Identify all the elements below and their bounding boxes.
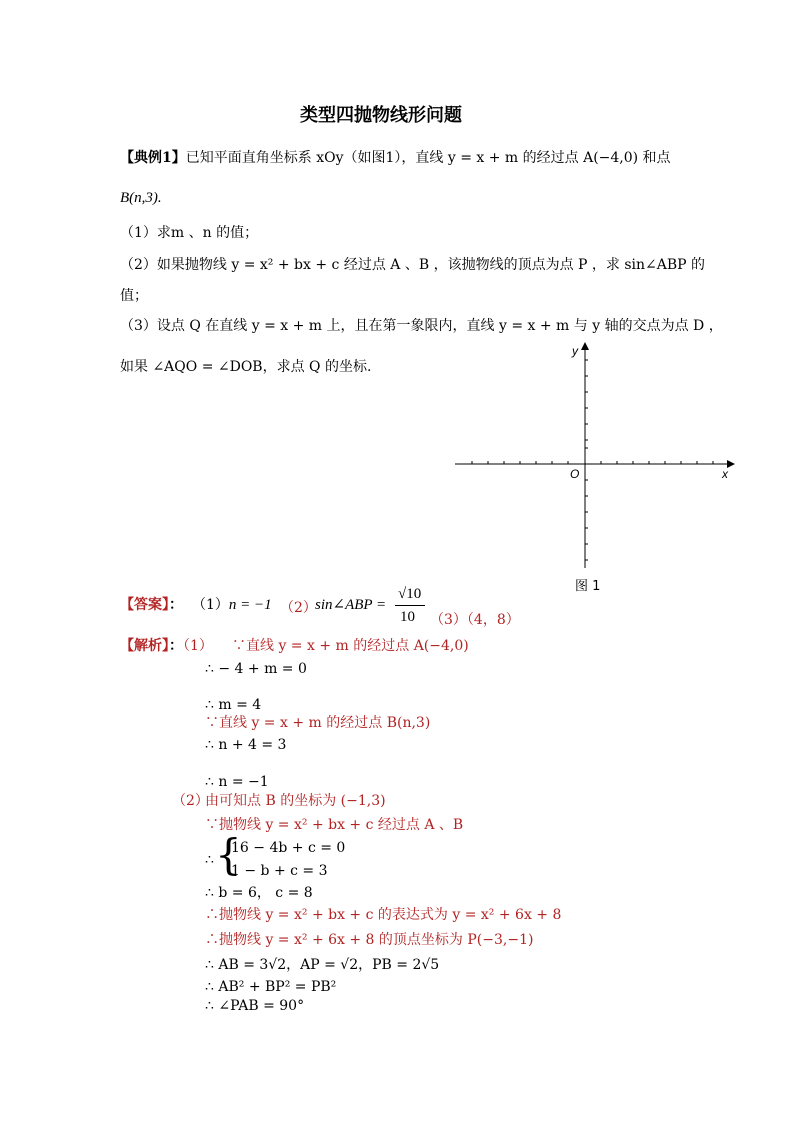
question-3-line-1: （3）设点 Q 在直线 y = x + m 上，且在第一象限内，直线 y = x + m 与 y 轴的交点为点 D ， xyxy=(120,318,723,334)
equation-2: 1 − b + c = 3 xyxy=(231,863,328,879)
analysis-part-2-num: （2） xyxy=(172,793,209,809)
analysis-line-13: ∴ AB = 3√2，AP = √2，PB = 2√5 xyxy=(205,957,440,973)
analysis-line-8: ∵抛物线 y = x² + bx + c 经过点 A 、B xyxy=(205,817,464,833)
analysis-line-5: ∴ n + 4 = 3 xyxy=(205,737,287,753)
answer-fraction-numerator: √10 xyxy=(398,586,422,602)
analysis-line-2: ∴ − 4 + m = 0 xyxy=(205,661,307,677)
analysis-label: 【解析】 xyxy=(120,638,169,654)
answer-label: 【答案】 xyxy=(120,597,169,613)
analysis-line-14: ∴ AB² + BP² = PB² xyxy=(205,979,337,995)
figure-caption: 图 1 xyxy=(575,579,601,594)
problem-line-1 xyxy=(120,148,671,168)
analysis-line-1: ∵直线 y = x + m 的经过点 A(−4,0) xyxy=(232,638,469,654)
left-brace: { xyxy=(215,830,242,879)
answer-part-2-num: （2） xyxy=(280,600,317,616)
answer-part-1-num: （1） xyxy=(192,597,229,613)
y-axis-label: y xyxy=(572,344,578,358)
analysis-line-6: ∴ n = −1 xyxy=(205,774,269,790)
therefore-symbol: ∴ xyxy=(205,852,214,868)
answer-part-2-prefix: sin∠ABP = xyxy=(315,597,387,613)
analysis-line-15: ∴ ∠PAB = 90° xyxy=(205,998,305,1014)
problem-text-1: 已知平面直角坐标系 xOy（如图1），直线 y = x + m 的经过点 A(−4,0) 和点 xyxy=(185,150,671,166)
question-2-line-2: 值； xyxy=(120,288,148,304)
question-1: （1）求m 、n 的值； xyxy=(120,225,259,241)
answer-fraction-denominator: 10 xyxy=(400,609,415,625)
equation-system xyxy=(205,830,405,884)
fraction-bar xyxy=(395,605,425,606)
problem-label: 【典例1】 xyxy=(120,150,186,166)
analysis-line-7: 由可知点 B 的坐标为 (−1,3) xyxy=(205,793,386,809)
answer-part-1 xyxy=(192,595,272,615)
page-title: 类型四抛物线形问题 xyxy=(300,105,462,126)
x-axis-label: x xyxy=(722,467,728,481)
analysis-line-11: ∴抛物线 y = x² + bx + c 的表达式为 y = x² + 6x + 8 xyxy=(205,907,562,923)
question-2-line-1: （2）如果抛物线 y = x² + bx + c 经过点 A 、B ，该抛物线的顶点为点 P ，求 sin∠ABP 的 xyxy=(120,257,706,273)
coordinate-figure xyxy=(450,336,750,601)
problem-line-2: B(n,3). xyxy=(120,190,162,206)
analysis-line-3: ∴ m = 4 xyxy=(205,697,262,713)
analysis-line-10: ∴ b = 6， c = 8 xyxy=(205,885,313,901)
analysis-line-12: ∴抛物线 y = x² + 6x + 8 的顶点坐标为 P(−3,−1) xyxy=(205,932,534,948)
analysis-part-1-num: （1） xyxy=(183,638,213,654)
answer-part-1-value: n = −1 xyxy=(228,597,272,613)
answer-line xyxy=(120,595,183,615)
analysis-label-line xyxy=(120,636,213,656)
question-3-line-2: 如果 ∠AQO = ∠DOB，求点 Q 的坐标. xyxy=(120,359,372,375)
analysis-colon: ： xyxy=(169,638,183,654)
answer-part-3: （3）（4，8） xyxy=(430,612,520,628)
analysis-line-4: ∵直线 y = x + m 的经过点 B(n,3) xyxy=(205,715,431,731)
answer-colon: ： xyxy=(169,597,183,613)
origin-label: O xyxy=(570,467,580,481)
equation-1: 16 − 4b + c = 0 xyxy=(231,840,346,856)
